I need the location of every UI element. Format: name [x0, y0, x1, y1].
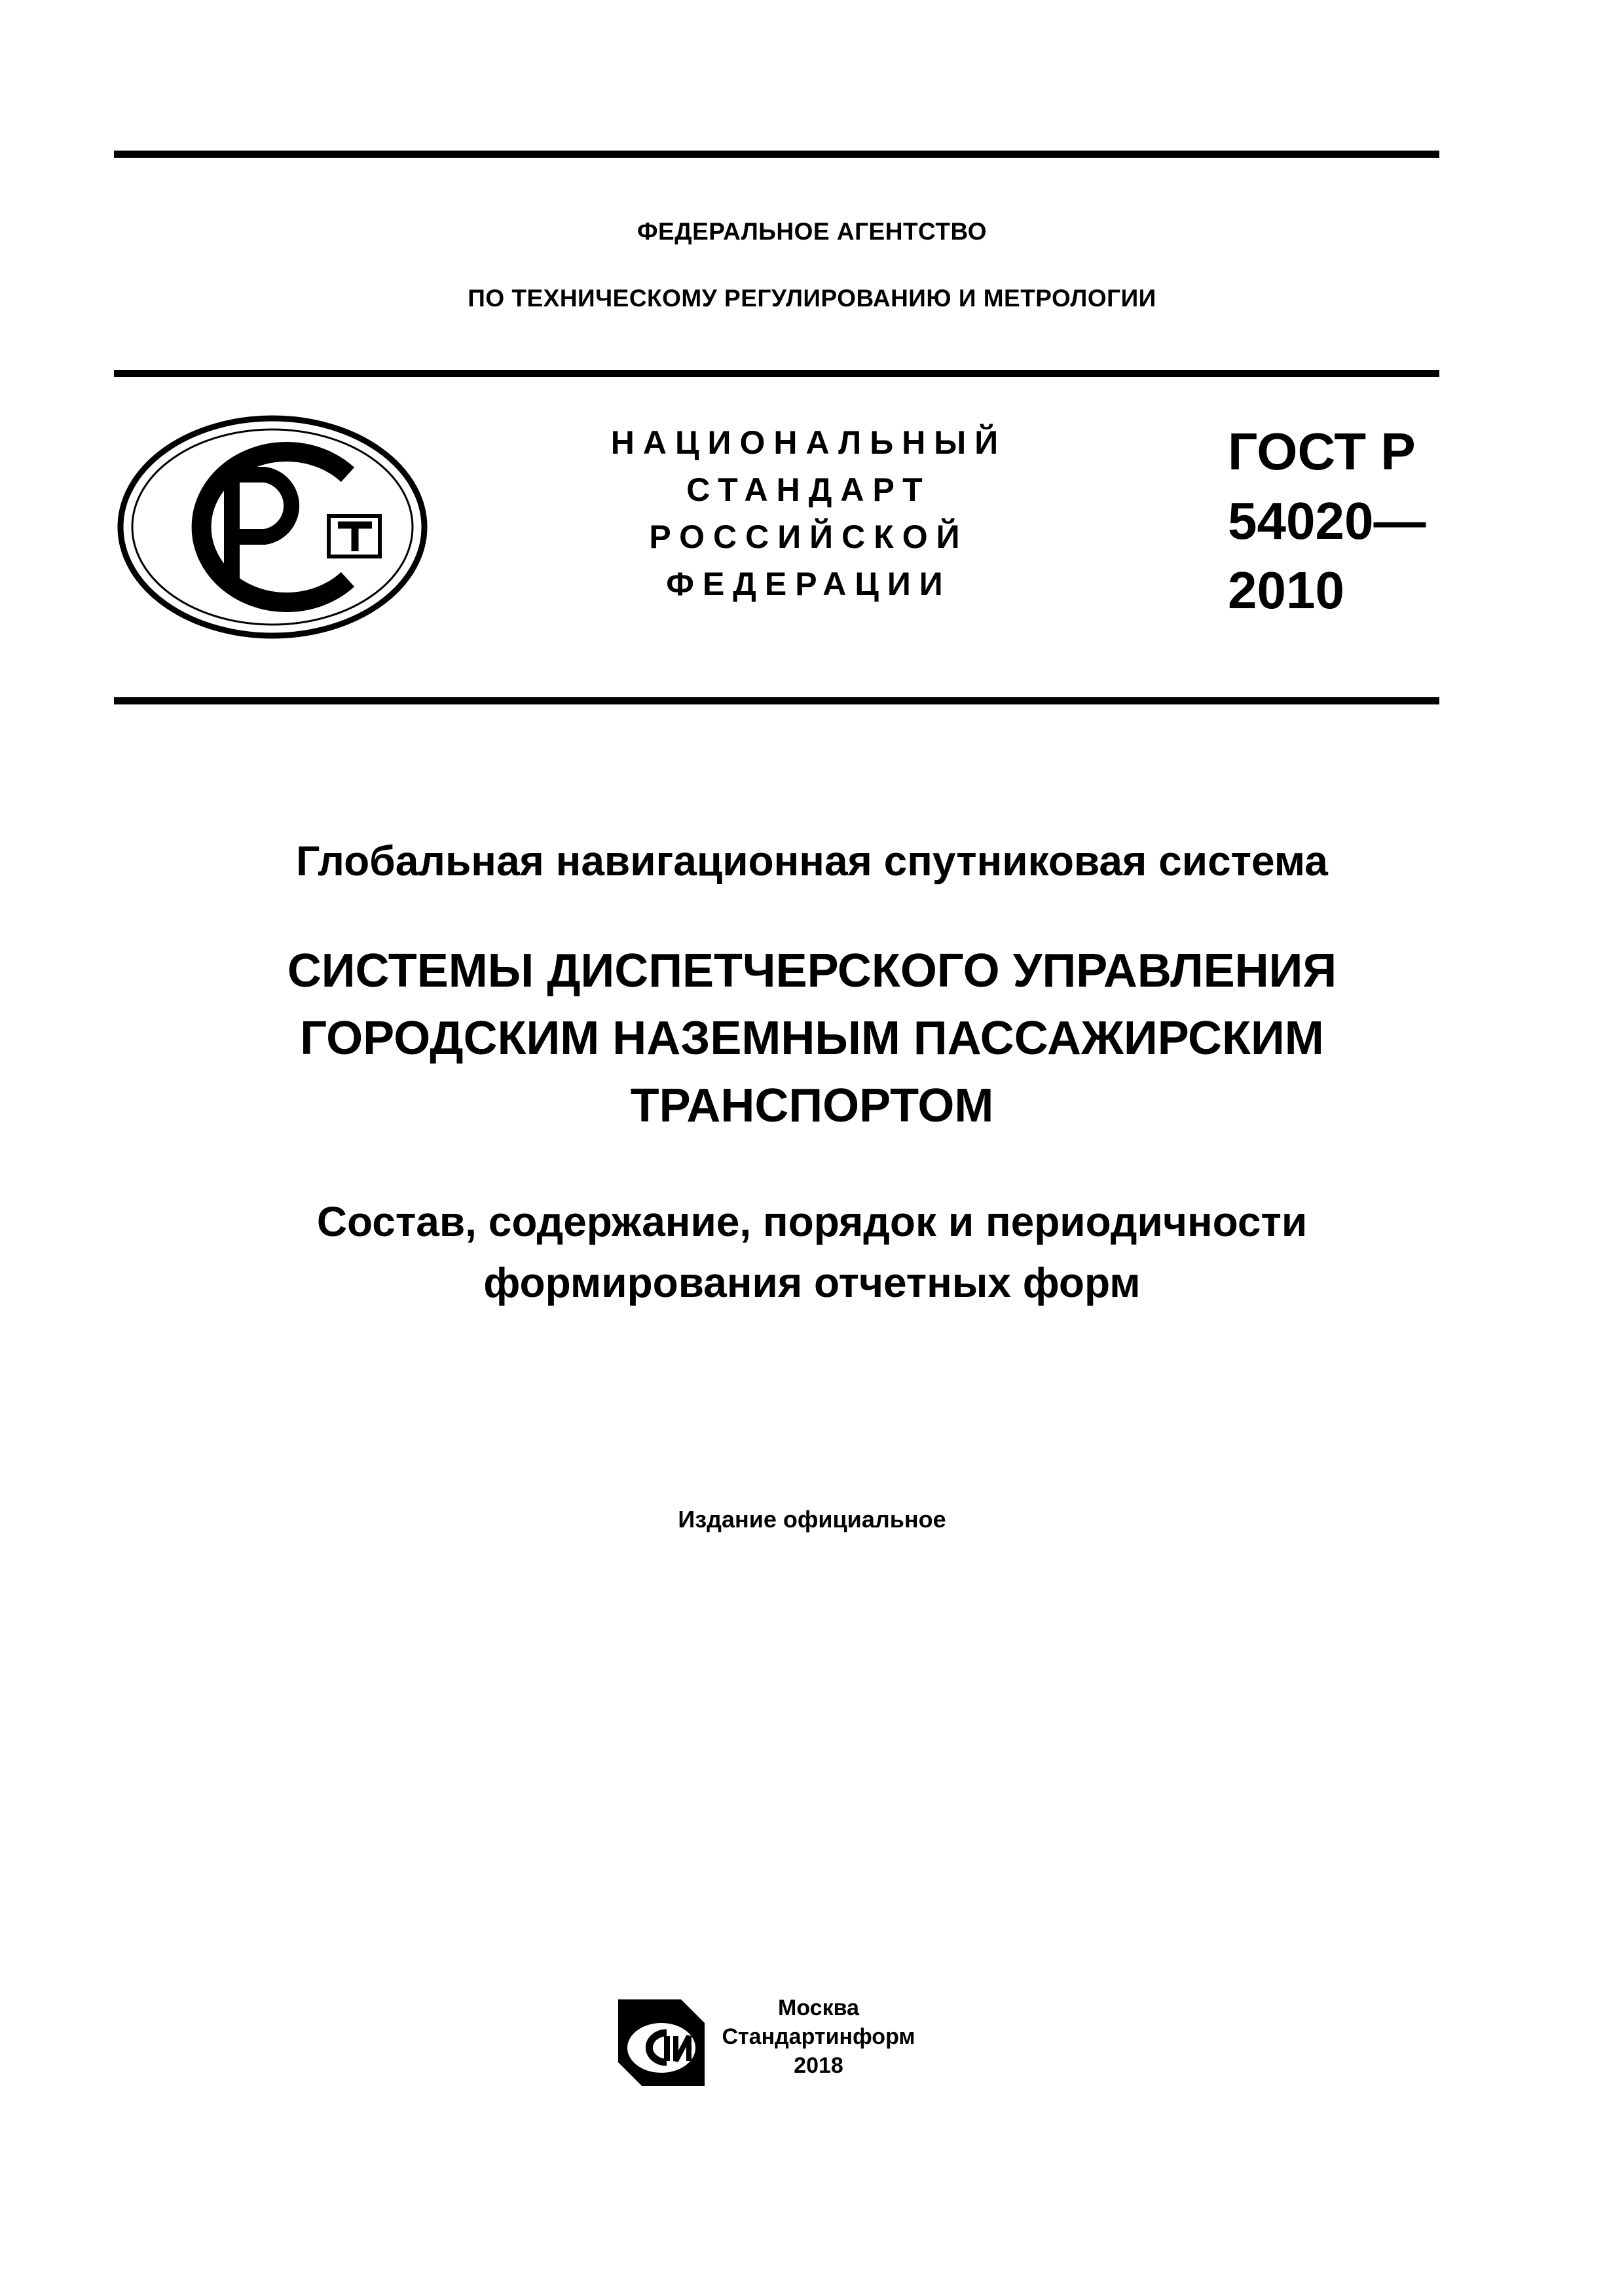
rst-certification-mark-icon: [115, 412, 430, 642]
part-title-line: Состав, содержание, порядок и периодичности: [316, 1198, 1308, 1245]
main-title-line: ГОРОДСКИМ НАЗЕМНЫМ ПАССАЖИРСКИМ: [300, 1012, 1324, 1065]
agency-line-2: ПО ТЕХНИЧЕСКОМУ РЕГУЛИРОВАНИЮ И МЕТРОЛОГИИ: [468, 285, 1156, 312]
header-rule: [114, 370, 1439, 377]
agency-line-1: ФЕДЕРАЛЬНОЕ АГЕНТСТВО: [637, 218, 987, 245]
publisher-name: Стандартинформ: [722, 2024, 915, 2049]
national-line: РОССИЙСКОЙ: [649, 519, 969, 555]
gost-line: 2010: [1228, 561, 1344, 619]
publisher-city: Москва: [778, 1995, 859, 2020]
national-line: НАЦИОНАЛЬНЫЙ: [610, 424, 1007, 461]
national-line: ФЕДЕРАЦИИ: [666, 566, 951, 602]
top-rule: [114, 151, 1439, 158]
part-title-line: формирования отчетных форм: [483, 1259, 1141, 1306]
document-main-title: [0, 938, 1624, 1140]
edition-label: Издание официальное: [678, 1506, 946, 1533]
national-standard-label: [544, 419, 1074, 608]
gost-designation: [1228, 417, 1450, 625]
publisher-year: 2018: [794, 2053, 843, 2078]
gost-line: ГОСТ Р: [1228, 422, 1416, 481]
publisher-block: [720, 1994, 917, 2080]
main-title-line: ТРАНСПОРТОМ: [630, 1080, 994, 1132]
gost-line: 54020—: [1228, 492, 1426, 550]
standartinform-logo-icon: [616, 1997, 707, 2088]
document-part-title: [0, 1192, 1624, 1313]
main-title-line: СИСТЕМЫ ДИСПЕТЧЕРСКОГО УПРАВЛЕНИЯ: [287, 945, 1337, 997]
standard-block-rule: [114, 697, 1439, 704]
national-line: СТАНДАРТ: [686, 471, 931, 508]
document-subtitle: Глобальная навигационная спутниковая система: [296, 837, 1328, 884]
